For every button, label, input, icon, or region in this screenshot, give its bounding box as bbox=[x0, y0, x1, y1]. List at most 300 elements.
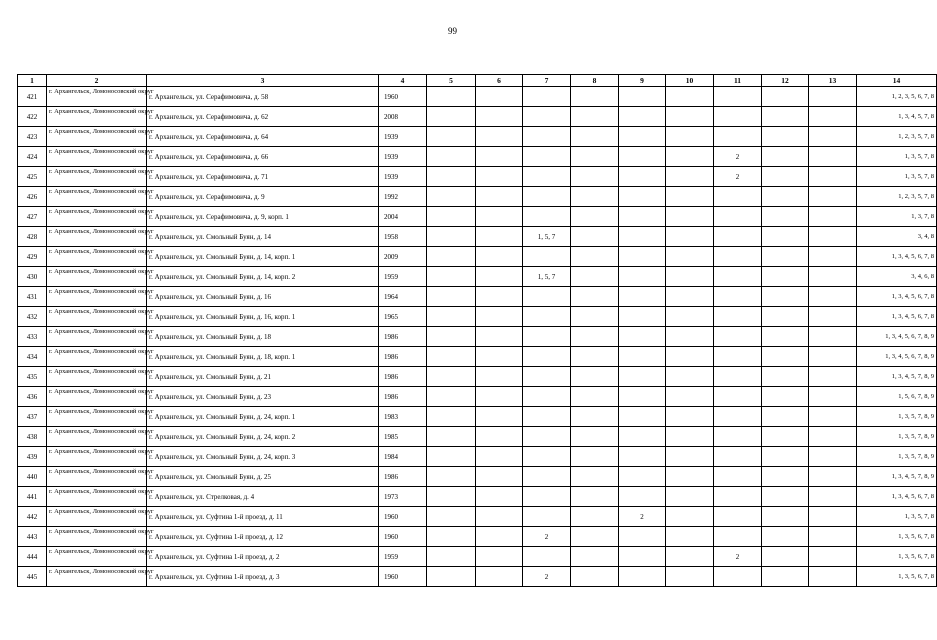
year-cell: 1960 bbox=[379, 567, 427, 587]
row-number-cell: 425 bbox=[18, 167, 47, 187]
col5-cell bbox=[427, 127, 476, 147]
col7-cell bbox=[523, 427, 571, 447]
col11-cell bbox=[714, 307, 762, 327]
col14-cell: 1, 3, 4, 5, 6, 7, 8 bbox=[857, 287, 937, 307]
row-number-cell: 436 bbox=[18, 387, 47, 407]
col7-cell bbox=[523, 547, 571, 567]
address-cell: г. Архангельск, ул. Серафимовича, д. 64 bbox=[147, 127, 379, 147]
row-number-cell: 441 bbox=[18, 487, 47, 507]
year-cell: 1960 bbox=[379, 87, 427, 107]
row-number-cell: 440 bbox=[18, 467, 47, 487]
row-number-cell: 444 bbox=[18, 547, 47, 567]
col14-cell: 1, 3, 4, 5, 6, 7, 8 bbox=[857, 487, 937, 507]
address-cell: г. Архангельск, ул. Смольный Буян, д. 24, корп. 1 bbox=[147, 407, 379, 427]
row-number-cell: 437 bbox=[18, 407, 47, 427]
col8-cell bbox=[571, 367, 619, 387]
col13-cell bbox=[809, 267, 857, 287]
col11-cell bbox=[714, 207, 762, 227]
col7-cell bbox=[523, 367, 571, 387]
col12-cell bbox=[762, 387, 809, 407]
col13-cell bbox=[809, 107, 857, 127]
col13-cell bbox=[809, 427, 857, 447]
column-header: 4 bbox=[379, 75, 427, 87]
col13-cell bbox=[809, 407, 857, 427]
locality-cell: г. Архангельск, Ломоносовский округ bbox=[47, 467, 147, 487]
col13-cell bbox=[809, 187, 857, 207]
col14-cell: 1, 3, 5, 6, 7, 8 bbox=[857, 567, 937, 587]
col6-cell bbox=[476, 187, 523, 207]
locality-cell: г. Архангельск, Ломоносовский округ bbox=[47, 527, 147, 547]
col10-cell bbox=[666, 287, 714, 307]
row-number-cell: 435 bbox=[18, 367, 47, 387]
col11-cell bbox=[714, 127, 762, 147]
col7-cell bbox=[523, 447, 571, 467]
table-row bbox=[18, 487, 937, 507]
locality-cell: г. Архангельск, Ломоносовский округ bbox=[47, 287, 147, 307]
col12-cell bbox=[762, 247, 809, 267]
col9-cell bbox=[619, 447, 666, 467]
column-header: 14 bbox=[857, 75, 937, 87]
col6-cell bbox=[476, 127, 523, 147]
col9-cell bbox=[619, 327, 666, 347]
row-number-cell: 430 bbox=[18, 267, 47, 287]
row-number-cell: 445 bbox=[18, 567, 47, 587]
year-cell: 1986 bbox=[379, 327, 427, 347]
locality-cell: г. Архангельск, Ломоносовский округ bbox=[47, 507, 147, 527]
col9-cell bbox=[619, 227, 666, 247]
col5-cell bbox=[427, 507, 476, 527]
col5-cell bbox=[427, 327, 476, 347]
row-number-cell: 424 bbox=[18, 147, 47, 167]
table-row bbox=[18, 347, 937, 367]
col10-cell bbox=[666, 227, 714, 247]
col8-cell bbox=[571, 547, 619, 567]
col12-cell bbox=[762, 487, 809, 507]
col5-cell bbox=[427, 407, 476, 427]
col9-cell bbox=[619, 87, 666, 107]
col13-cell bbox=[809, 247, 857, 267]
col11-cell: 2 bbox=[714, 547, 762, 567]
year-cell: 1986 bbox=[379, 367, 427, 387]
col7-cell bbox=[523, 207, 571, 227]
year-cell: 1984 bbox=[379, 447, 427, 467]
column-header: 9 bbox=[619, 75, 666, 87]
col14-cell: 1, 3, 4, 5, 7, 8 bbox=[857, 107, 937, 127]
col11-cell bbox=[714, 107, 762, 127]
col14-cell: 1, 2, 3, 5, 7, 8 bbox=[857, 127, 937, 147]
col7-cell bbox=[523, 287, 571, 307]
col10-cell bbox=[666, 487, 714, 507]
table-body bbox=[18, 87, 937, 587]
col5-cell bbox=[427, 187, 476, 207]
year-cell: 1986 bbox=[379, 387, 427, 407]
table-row bbox=[18, 247, 937, 267]
locality-cell: г. Архангельск, Ломоносовский округ bbox=[47, 107, 147, 127]
locality-cell: г. Архангельск, Ломоносовский округ bbox=[47, 127, 147, 147]
col9-cell bbox=[619, 307, 666, 327]
row-number-cell: 438 bbox=[18, 427, 47, 447]
row-number-cell: 431 bbox=[18, 287, 47, 307]
table-row bbox=[18, 387, 937, 407]
col10-cell bbox=[666, 367, 714, 387]
col12-cell bbox=[762, 367, 809, 387]
col7-cell bbox=[523, 387, 571, 407]
col13-cell bbox=[809, 347, 857, 367]
col8-cell bbox=[571, 207, 619, 227]
address-cell: г. Архангельск, ул. Смольный Буян, д. 14, корп. 2 bbox=[147, 267, 379, 287]
col12-cell bbox=[762, 267, 809, 287]
year-cell: 1983 bbox=[379, 407, 427, 427]
locality-cell: г. Архангельск, Ломоносовский округ bbox=[47, 267, 147, 287]
col9-cell bbox=[619, 467, 666, 487]
column-header: 11 bbox=[714, 75, 762, 87]
col14-cell: 1, 3, 5, 6, 7, 8 bbox=[857, 527, 937, 547]
locality-cell: г. Архангельск, Ломоносовский округ bbox=[47, 307, 147, 327]
col7-cell bbox=[523, 147, 571, 167]
address-cell: г. Архангельск, ул. Смольный Буян, д. 14, корп. 1 bbox=[147, 247, 379, 267]
row-number-cell: 442 bbox=[18, 507, 47, 527]
address-cell: г. Архангельск, ул. Суфтина 1-й проезд, д. 11 bbox=[147, 507, 379, 527]
address-cell: г. Архангельск, ул. Смольный Буян, д. 21 bbox=[147, 367, 379, 387]
col6-cell bbox=[476, 427, 523, 447]
col7-cell bbox=[523, 187, 571, 207]
col5-cell bbox=[427, 427, 476, 447]
col11-cell bbox=[714, 367, 762, 387]
col10-cell bbox=[666, 467, 714, 487]
col14-cell: 1, 5, 6, 7, 8, 9 bbox=[857, 387, 937, 407]
page-number: 99 bbox=[448, 26, 457, 36]
col8-cell bbox=[571, 147, 619, 167]
col14-cell: 1, 3, 5, 7, 8, 9 bbox=[857, 447, 937, 467]
col14-cell: 1, 3, 4, 5, 7, 8, 9 bbox=[857, 367, 937, 387]
col6-cell bbox=[476, 567, 523, 587]
col6-cell bbox=[476, 207, 523, 227]
col9-cell bbox=[619, 267, 666, 287]
col5-cell bbox=[427, 227, 476, 247]
col13-cell bbox=[809, 447, 857, 467]
col11-cell bbox=[714, 487, 762, 507]
col5-cell bbox=[427, 87, 476, 107]
col6-cell bbox=[476, 147, 523, 167]
col10-cell bbox=[666, 407, 714, 427]
col14-cell: 1, 3, 4, 5, 6, 7, 8, 9 bbox=[857, 347, 937, 367]
locality-cell: г. Архангельск, Ломоносовский округ bbox=[47, 187, 147, 207]
col11-cell bbox=[714, 427, 762, 447]
col5-cell bbox=[427, 147, 476, 167]
column-header: 6 bbox=[476, 75, 523, 87]
year-cell: 1958 bbox=[379, 227, 427, 247]
col8-cell bbox=[571, 307, 619, 327]
locality-cell: г. Архангельск, Ломоносовский округ bbox=[47, 227, 147, 247]
col7-cell bbox=[523, 507, 571, 527]
col11-cell bbox=[714, 567, 762, 587]
col14-cell: 1, 3, 5, 7, 8, 9 bbox=[857, 407, 937, 427]
col7-cell bbox=[523, 407, 571, 427]
col12-cell bbox=[762, 87, 809, 107]
col11-cell bbox=[714, 507, 762, 527]
col12-cell bbox=[762, 287, 809, 307]
row-number-cell: 433 bbox=[18, 327, 47, 347]
col10-cell bbox=[666, 327, 714, 347]
col13-cell bbox=[809, 387, 857, 407]
address-cell: г. Архангельск, ул. Смольный Буян, д. 18 bbox=[147, 327, 379, 347]
col10-cell bbox=[666, 107, 714, 127]
col14-cell: 1, 3, 5, 7, 8, 9 bbox=[857, 427, 937, 447]
col11-cell bbox=[714, 347, 762, 367]
col9-cell bbox=[619, 547, 666, 567]
col13-cell bbox=[809, 547, 857, 567]
row-number-cell: 426 bbox=[18, 187, 47, 207]
col8-cell bbox=[571, 247, 619, 267]
col14-cell: 1, 2, 3, 5, 6, 7, 8 bbox=[857, 87, 937, 107]
col12-cell bbox=[762, 227, 809, 247]
year-cell: 1973 bbox=[379, 487, 427, 507]
col10-cell bbox=[666, 247, 714, 267]
col12-cell bbox=[762, 507, 809, 527]
table-row bbox=[18, 127, 937, 147]
table-row bbox=[18, 87, 937, 107]
year-cell: 2008 bbox=[379, 107, 427, 127]
col12-cell bbox=[762, 187, 809, 207]
col5-cell bbox=[427, 447, 476, 467]
row-number-cell: 428 bbox=[18, 227, 47, 247]
table-row bbox=[18, 227, 937, 247]
year-cell: 1964 bbox=[379, 287, 427, 307]
col10-cell bbox=[666, 87, 714, 107]
col7-cell bbox=[523, 307, 571, 327]
col5-cell bbox=[427, 167, 476, 187]
locality-cell: г. Архангельск, Ломоносовский округ bbox=[47, 567, 147, 587]
col8-cell bbox=[571, 447, 619, 467]
col9-cell bbox=[619, 207, 666, 227]
col11-cell bbox=[714, 447, 762, 467]
col6-cell bbox=[476, 447, 523, 467]
year-cell: 1960 bbox=[379, 507, 427, 527]
data-table bbox=[17, 74, 937, 587]
col10-cell bbox=[666, 527, 714, 547]
locality-cell: г. Архангельск, Ломоносовский округ bbox=[47, 87, 147, 107]
year-cell: 1986 bbox=[379, 467, 427, 487]
col9-cell bbox=[619, 107, 666, 127]
col10-cell bbox=[666, 267, 714, 287]
col11-cell bbox=[714, 227, 762, 247]
locality-cell: г. Архангельск, Ломоносовский округ bbox=[47, 367, 147, 387]
year-cell: 1986 bbox=[379, 347, 427, 367]
col13-cell bbox=[809, 487, 857, 507]
col9-cell bbox=[619, 487, 666, 507]
locality-cell: г. Архангельск, Ломоносовский округ bbox=[47, 487, 147, 507]
col11-cell: 2 bbox=[714, 147, 762, 167]
col13-cell bbox=[809, 87, 857, 107]
col11-cell bbox=[714, 527, 762, 547]
year-cell: 1965 bbox=[379, 307, 427, 327]
col5-cell bbox=[427, 547, 476, 567]
col9-cell: 2 bbox=[619, 507, 666, 527]
col13-cell bbox=[809, 467, 857, 487]
col8-cell bbox=[571, 107, 619, 127]
col7-cell bbox=[523, 347, 571, 367]
col12-cell bbox=[762, 347, 809, 367]
year-cell: 2004 bbox=[379, 207, 427, 227]
col9-cell bbox=[619, 407, 666, 427]
row-number-cell: 443 bbox=[18, 527, 47, 547]
table-row bbox=[18, 327, 937, 347]
col9-cell bbox=[619, 167, 666, 187]
col12-cell bbox=[762, 547, 809, 567]
col14-cell: 1, 3, 5, 7, 8 bbox=[857, 147, 937, 167]
column-header: 5 bbox=[427, 75, 476, 87]
col6-cell bbox=[476, 307, 523, 327]
year-cell: 1959 bbox=[379, 267, 427, 287]
address-cell: г. Архангельск, ул. Смольный Буян, д. 23 bbox=[147, 387, 379, 407]
col12-cell bbox=[762, 567, 809, 587]
col9-cell bbox=[619, 567, 666, 587]
col14-cell: 1, 2, 3, 5, 7, 8 bbox=[857, 187, 937, 207]
col9-cell bbox=[619, 367, 666, 387]
col8-cell bbox=[571, 87, 619, 107]
table-row bbox=[18, 147, 937, 167]
col5-cell bbox=[427, 487, 476, 507]
address-cell: г. Архангельск, ул. Смольный Буян, д. 18, корп. 1 bbox=[147, 347, 379, 367]
col10-cell bbox=[666, 127, 714, 147]
row-number-cell: 432 bbox=[18, 307, 47, 327]
address-cell: г. Архангельск, ул. Серафимовича, д. 71 bbox=[147, 167, 379, 187]
table-row bbox=[18, 287, 937, 307]
col6-cell bbox=[476, 267, 523, 287]
col8-cell bbox=[571, 407, 619, 427]
col12-cell bbox=[762, 467, 809, 487]
col6-cell bbox=[476, 407, 523, 427]
col8-cell bbox=[571, 187, 619, 207]
col9-cell bbox=[619, 347, 666, 367]
col14-cell: 1, 3, 7, 8 bbox=[857, 207, 937, 227]
col8-cell bbox=[571, 487, 619, 507]
col7-cell: 2 bbox=[523, 567, 571, 587]
col5-cell bbox=[427, 287, 476, 307]
col14-cell: 3, 4, 8 bbox=[857, 227, 937, 247]
col6-cell bbox=[476, 467, 523, 487]
table-row bbox=[18, 427, 937, 447]
locality-cell: г. Архангельск, Ломоносовский округ bbox=[47, 347, 147, 367]
row-number-cell: 429 bbox=[18, 247, 47, 267]
col14-cell: 1, 3, 5, 6, 7, 8 bbox=[857, 547, 937, 567]
col13-cell bbox=[809, 527, 857, 547]
column-header: 12 bbox=[762, 75, 809, 87]
col7-cell: 1, 5, 7 bbox=[523, 267, 571, 287]
address-cell: г. Архангельск, ул. Смольный Буян, д. 24, корп. 2 bbox=[147, 427, 379, 447]
table-row bbox=[18, 467, 937, 487]
col10-cell bbox=[666, 207, 714, 227]
column-header: 3 bbox=[147, 75, 379, 87]
col6-cell bbox=[476, 227, 523, 247]
table-row bbox=[18, 207, 937, 227]
col6-cell bbox=[476, 367, 523, 387]
col11-cell bbox=[714, 407, 762, 427]
col6-cell bbox=[476, 507, 523, 527]
col10-cell bbox=[666, 387, 714, 407]
col7-cell bbox=[523, 107, 571, 127]
locality-cell: г. Архангельск, Ломоносовский округ bbox=[47, 427, 147, 447]
col12-cell bbox=[762, 107, 809, 127]
col8-cell bbox=[571, 287, 619, 307]
col9-cell bbox=[619, 527, 666, 547]
address-cell: г. Архангельск, ул. Смольный Буян, д. 25 bbox=[147, 467, 379, 487]
col6-cell bbox=[476, 327, 523, 347]
col6-cell bbox=[476, 347, 523, 367]
col13-cell bbox=[809, 307, 857, 327]
year-cell: 1959 bbox=[379, 547, 427, 567]
row-number-cell: 434 bbox=[18, 347, 47, 367]
col9-cell bbox=[619, 387, 666, 407]
col12-cell bbox=[762, 427, 809, 447]
col8-cell bbox=[571, 127, 619, 147]
locality-cell: г. Архангельск, Ломоносовский округ bbox=[47, 247, 147, 267]
col7-cell bbox=[523, 127, 571, 147]
col5-cell bbox=[427, 107, 476, 127]
col6-cell bbox=[476, 387, 523, 407]
col12-cell bbox=[762, 147, 809, 167]
table-row bbox=[18, 307, 937, 327]
col13-cell bbox=[809, 207, 857, 227]
col13-cell bbox=[809, 367, 857, 387]
col13-cell bbox=[809, 287, 857, 307]
col6-cell bbox=[476, 87, 523, 107]
col9-cell bbox=[619, 127, 666, 147]
table-row bbox=[18, 507, 937, 527]
col9-cell bbox=[619, 247, 666, 267]
locality-cell: г. Архангельск, Ломоносовский округ bbox=[47, 167, 147, 187]
col9-cell bbox=[619, 287, 666, 307]
table-row bbox=[18, 547, 937, 567]
col12-cell bbox=[762, 527, 809, 547]
col5-cell bbox=[427, 267, 476, 287]
column-header: 2 bbox=[47, 75, 147, 87]
col9-cell bbox=[619, 427, 666, 447]
row-number-cell: 421 bbox=[18, 87, 47, 107]
col12-cell bbox=[762, 307, 809, 327]
table-row bbox=[18, 367, 937, 387]
year-cell: 2009 bbox=[379, 247, 427, 267]
col8-cell bbox=[571, 167, 619, 187]
col7-cell bbox=[523, 87, 571, 107]
col9-cell bbox=[619, 187, 666, 207]
col10-cell bbox=[666, 427, 714, 447]
col14-cell: 1, 3, 5, 7, 8 bbox=[857, 507, 937, 527]
address-cell: г. Архангельск, ул. Смольный Буян, д. 16, корп. 1 bbox=[147, 307, 379, 327]
year-cell: 1985 bbox=[379, 427, 427, 447]
col6-cell bbox=[476, 167, 523, 187]
col10-cell bbox=[666, 507, 714, 527]
column-header: 8 bbox=[571, 75, 619, 87]
col5-cell bbox=[427, 467, 476, 487]
address-cell: г. Архангельск, ул. Серафимовича, д. 58 bbox=[147, 87, 379, 107]
column-header: 1 bbox=[18, 75, 47, 87]
col13-cell bbox=[809, 227, 857, 247]
col8-cell bbox=[571, 427, 619, 447]
col5-cell bbox=[427, 387, 476, 407]
col14-cell: 1, 3, 4, 5, 6, 7, 8 bbox=[857, 307, 937, 327]
col12-cell bbox=[762, 447, 809, 467]
table-row bbox=[18, 527, 937, 547]
col7-cell: 1, 5, 7 bbox=[523, 227, 571, 247]
col8-cell bbox=[571, 387, 619, 407]
col11-cell bbox=[714, 187, 762, 207]
column-header: 10 bbox=[666, 75, 714, 87]
locality-cell: г. Архангельск, Ломоносовский округ bbox=[47, 327, 147, 347]
locality-cell: г. Архангельск, Ломоносовский округ bbox=[47, 447, 147, 467]
col5-cell bbox=[427, 207, 476, 227]
col14-cell: 1, 3, 4, 5, 6, 7, 8, 9 bbox=[857, 327, 937, 347]
